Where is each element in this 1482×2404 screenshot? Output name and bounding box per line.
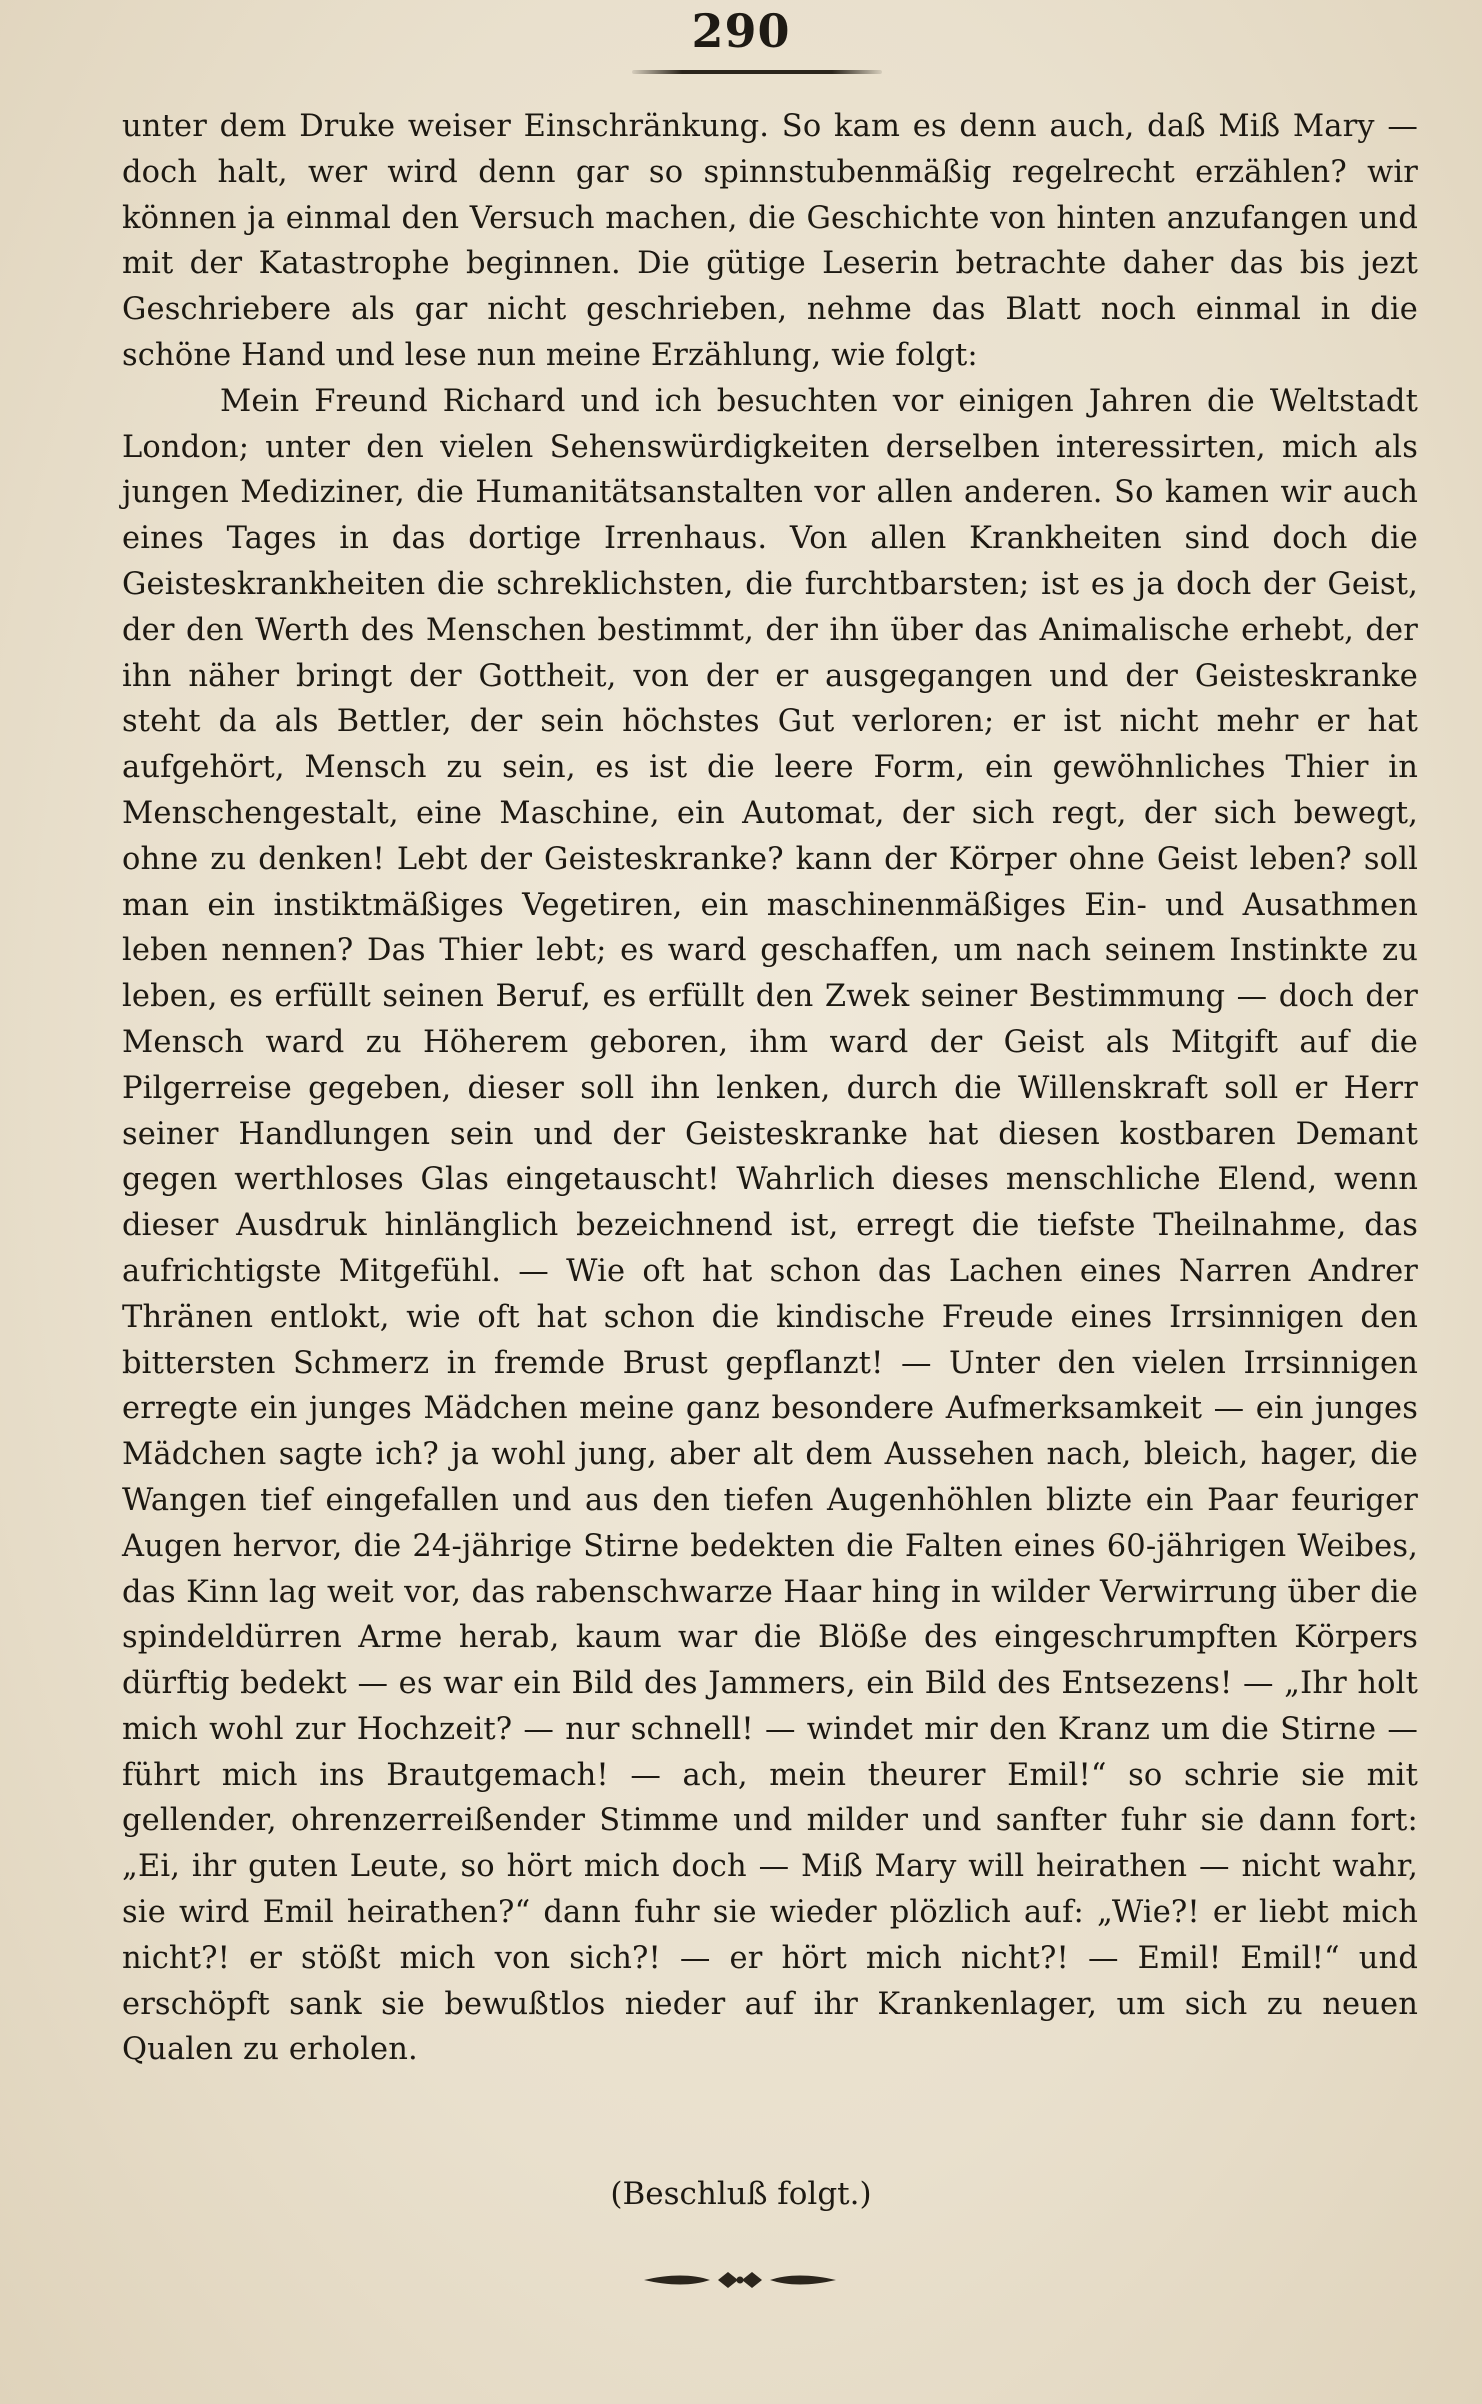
page-header — [0, 4, 1482, 58]
paragraph-intro: unter dem Druke weiser Einschränkung. So kam es denn auch, daß Miß Mary — doch halt, wer wird denn gar so spinnstubenmäßig regelrecht erzählen? wir können ja einmal den Versuch machen, die Geschichte von hinten anzufangen und mit der Katastrophe beginnen. Die gütige Leserin betrachte daher das bis jezt Geschriebere als gar nicht geschrieben, nehme das Blatt noch einmal in die schöne Hand und lese nun meine Erzählung, wie folgt: — [122, 109, 1418, 373]
main-text — [122, 104, 1418, 2073]
end-ornament-icon — [640, 2266, 840, 2294]
continuation-note: (Beschluß folgt.) — [610, 2176, 872, 2212]
page-number: 290 — [691, 4, 791, 58]
header-rule — [632, 70, 882, 74]
paragraph-story: Mein Freund Richard und ich besuchten vor einigen Jahren die Weltstadt London; unter den vielen Sehenswürdigkeiten derselben interessirten, mich als jungen Mediziner, die Humanitätsanstalten vor allen anderen. So kamen wir auch eines Tages in das dortige Irrenhaus. Von allen Krankheiten sind doch die Geisteskrankheiten die schreklichsten, die furchtbarsten; ist es ja doch der Geist, der den Werth des Menschen bestimmt, der ihn über das Animalische erhebt, der ihn näher bringt der Gottheit, von der er ausgegangen und der Geisteskranke steht da als Bettler, der sein höchstes Gut verloren; er ist nicht mehr er hat aufgehört, Mensch zu sein, es ist die leere Form, ein gewöhnliches Thier in Menschengestalt, eine Maschine, ein Automat, der sich regt, der sich bewegt, ohne zu denken! Lebt der Geisteskranke? kann der Körper ohne Geist leben? soll man ein instiktmäßiges Vegetiren, ein maschinenmäßiges Ein- und Ausathmen leben nennen? Das Thier lebt; es ward geschaffen, um nach seinem Instinkte zu leben, es erfüllt seinen Beruf, es erfüllt den Zwek seiner Bestimmung — doch der Mensch ward zu Höherem geboren, ihm ward der Geist als Mitgift auf die Pilgerreise gegeben, dieser soll ihn lenken, durch die Willenskraft soll er Herr seiner Handlungen sein und der Geisteskranke hat diesen kostbaren Demant gegen werthloses Glas eingetauscht! Wahrlich dieses menschliche Elend, wenn dieser Ausdruk hinlänglich bezeichnend ist, erregt die tiefste Theilnahme, das aufrichtigste Mitgefühl. — Wie oft hat schon das Lachen eines Narren Andrer Thränen entlokt, wie oft hat schon die kindische Freude eines Irrsinnigen den bittersten Schmerz in fremde Brust gepflanzt! — Unter den vielen Irrsinnigen erregte ein junges Mädchen meine ganz besondere Aufmerksamkeit — ein junges Mädchen sagte ich? ja wohl jung, aber alt dem Aussehen nach, bleich, hager, die Wangen tief eingefallen und aus den tiefen Augenhöhlen blizte ein Paar feuriger Augen hervor, die 24-jährige Stirne bedekten die Falten eines 60-jährigen Weibes, das Kinn lag weit vor, das rabenschwarze Haar hing in wilder Verwirrung über die spindeldürren Arme herab, kaum war die Blöße des eingeschrumpften Körpers dürftig bedekt — es war ein Bild des Jammers, ein Bild des Entsezens! — „Ihr holt mich wohl zur Hochzeit? — nur schnell! — windet mir den Kranz um die Stirne — führt mich ins Brautgemach! — ach, mein theurer Emil!“ so schrie sie mit gellender, ohrenzerreißender Stimme und milder und sanfter fuhr sie dann fort: „Ei, ihr guten Leute, so hört mich doch — Miß Mary will heirathen — nicht wahr, sie wird Emil heirathen?“ dann fuhr sie wieder plözlich auf: „Wie?! er liebt mich nicht?! er stößt mich von sich?! — er hört mich nicht?! — Emil! Emil!“ und erschöpft sank sie bewußtlos nieder auf ihr Krankenlager, um sich zu neuen Qualen zu erholen. — [122, 383, 1418, 2068]
